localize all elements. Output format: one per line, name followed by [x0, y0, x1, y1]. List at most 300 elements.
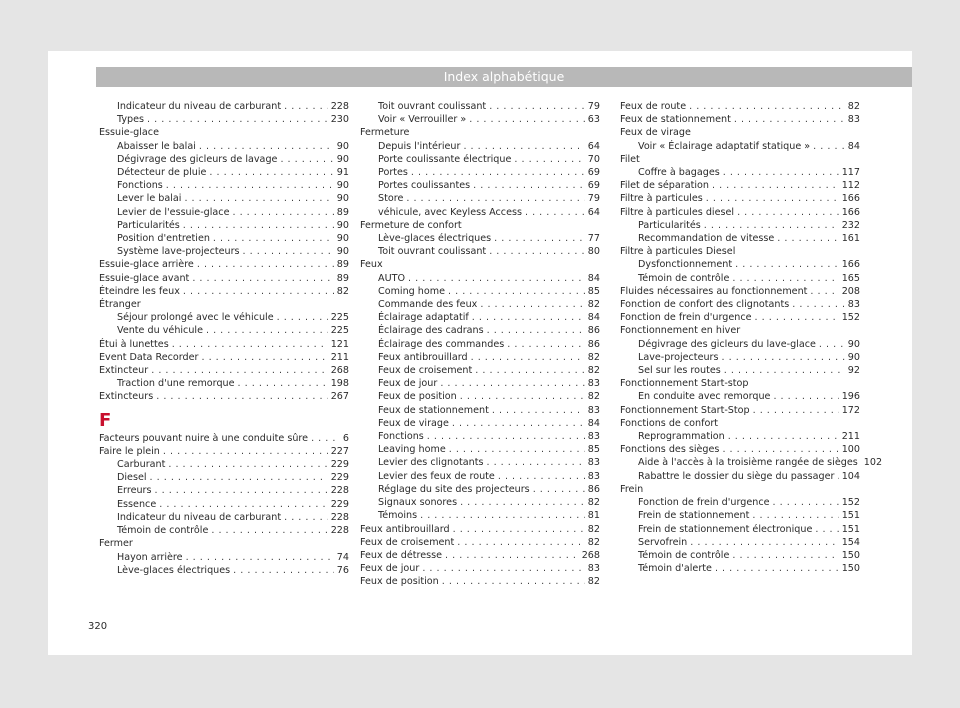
- entry-page-number: 82: [587, 299, 600, 311]
- entry-label: Extincteurs: [99, 391, 154, 403]
- index-entry: [99, 272, 349, 285]
- entry-page-number: 89: [336, 272, 349, 284]
- entry-page-number: 100: [841, 444, 860, 456]
- entry-label: Coming home: [378, 285, 445, 297]
- entry-label: Feux de position: [378, 391, 457, 403]
- entry-page-number: 230: [330, 114, 349, 126]
- index-entry: [620, 377, 860, 390]
- header-title: Index alphabétique: [443, 69, 565, 84]
- entry-label: Hayon arrière: [117, 551, 183, 563]
- entry-label: Portes: [378, 167, 408, 179]
- dot-leader: [284, 100, 328, 113]
- entry-page-number: 84: [587, 312, 600, 324]
- entry-label: Essuie-glace arrière: [99, 259, 194, 271]
- index-subentry: [360, 483, 600, 496]
- entry-page-number: 154: [841, 536, 860, 548]
- entry-label: Signaux sonores: [378, 497, 458, 509]
- dot-leader: [150, 471, 328, 484]
- index-entry: [360, 549, 600, 562]
- dot-leader: [277, 311, 328, 324]
- entry-label: Essuie-glace avant: [99, 272, 190, 284]
- index-subentry: [360, 245, 600, 258]
- index-subentry: [620, 549, 860, 562]
- index-subentry: [360, 166, 600, 179]
- entry-label: Facteurs pouvant nuire à une conduite sûre: [99, 432, 309, 444]
- dot-leader: [151, 364, 327, 377]
- entry-label: Éclairage adaptatif: [378, 312, 469, 324]
- dot-leader: [159, 498, 327, 511]
- dot-leader: [489, 245, 585, 258]
- entry-page-number: 90: [847, 338, 860, 350]
- entry-page-number: 63: [587, 114, 600, 126]
- dot-leader: [752, 509, 838, 522]
- dot-leader: [819, 338, 845, 351]
- dot-leader: [792, 298, 845, 311]
- index-entry: [99, 364, 349, 377]
- index-subentry: [360, 179, 600, 192]
- entry-label: Dysfonctionnement: [638, 259, 733, 271]
- entry-label: Depuis l'intérieur: [378, 140, 461, 152]
- entry-page-number: 83: [587, 563, 600, 575]
- index-entry: [360, 575, 600, 588]
- dot-leader: [184, 192, 333, 205]
- index-entry: [620, 206, 860, 219]
- entry-label: Carburant: [117, 459, 166, 471]
- entry-page-number: 268: [581, 549, 600, 561]
- entry-label: Réglage du site des projecteurs: [378, 483, 530, 495]
- dot-leader: [723, 166, 839, 179]
- entry-label: Fonction de confort des clignotants: [620, 299, 790, 311]
- index-entry: [99, 298, 349, 311]
- dot-leader: [156, 390, 327, 403]
- dot-leader: [815, 523, 838, 536]
- entry-label: Frein de stationnement: [638, 510, 750, 522]
- entry-label: Fonctions: [378, 431, 424, 443]
- index-entry: [620, 153, 860, 166]
- entry-page-number: 166: [841, 193, 860, 205]
- entry-page-number: 83: [587, 470, 600, 482]
- entry-page-number: 225: [330, 312, 349, 324]
- dot-leader: [486, 456, 584, 469]
- entry-page-number: 82: [587, 365, 600, 377]
- entry-page-number: 86: [587, 483, 600, 495]
- index-subentry: [360, 338, 600, 351]
- dot-leader: [209, 166, 333, 179]
- entry-label: Extincteur: [99, 365, 149, 377]
- entry-label: Levier de l'essuie-glace: [117, 206, 230, 218]
- entry-label: Filtre à particules: [620, 193, 703, 205]
- entry-label: Fermeture: [360, 127, 410, 139]
- entry-label: Faire le plein: [99, 445, 160, 457]
- entry-page-number: 267: [330, 391, 349, 403]
- index-subentry: [99, 377, 349, 390]
- entry-label: Dégivrage des gicleurs de lavage: [117, 153, 278, 165]
- entry-page-number: 152: [841, 312, 860, 324]
- index-entry: [620, 483, 860, 496]
- entry-label: Store: [378, 193, 404, 205]
- dot-leader: [238, 377, 328, 390]
- dot-leader: [420, 509, 585, 522]
- entry-label: Essuie-glace: [99, 127, 159, 139]
- entry-label: Séjour prolongé avec le véhicule: [117, 312, 274, 324]
- dot-leader: [689, 100, 845, 113]
- entry-label: Porte coulissante électrique: [378, 153, 512, 165]
- index-subentry: [360, 232, 600, 245]
- dot-leader: [773, 390, 838, 403]
- index-subentry: [620, 232, 860, 245]
- entry-page-number: 228: [330, 511, 349, 523]
- dot-leader: [722, 351, 845, 364]
- dot-leader: [706, 192, 839, 205]
- dot-leader: [440, 377, 584, 390]
- dot-leader: [147, 113, 328, 126]
- entry-page-number: 69: [587, 167, 600, 179]
- entry-label: Fermer: [99, 538, 133, 550]
- index-subentry: [99, 219, 349, 232]
- entry-page-number: 85: [587, 444, 600, 456]
- index-entry: [99, 445, 349, 458]
- dot-leader: [777, 232, 838, 245]
- index-subentry: [360, 390, 600, 403]
- entry-label: Feux de détresse: [360, 549, 443, 561]
- entry-label: Dégivrage des gicleurs du lave-glace: [638, 338, 816, 350]
- index-entry: [99, 338, 349, 351]
- entry-label: Reprogrammation: [638, 431, 725, 443]
- index-entry: [620, 192, 860, 205]
- index-entry: [620, 126, 860, 139]
- entry-label: véhicule, avec Keyless Access: [378, 206, 522, 218]
- entry-page-number: 228: [330, 485, 349, 497]
- entry-label: Voir « Éclairage adaptatif statique »: [638, 140, 811, 152]
- index-subentry: [360, 206, 600, 219]
- index-subentry: [99, 166, 349, 179]
- entry-page-number: 151: [841, 523, 860, 535]
- dot-leader: [233, 564, 334, 577]
- index-entry: [99, 126, 349, 139]
- page-number: 320: [88, 621, 108, 632]
- entry-label: En conduite avec remorque: [638, 391, 771, 403]
- index-subentry: [99, 484, 349, 497]
- entry-label: Types: [117, 114, 145, 126]
- index-subentry: [99, 192, 349, 205]
- index-subentry: [99, 100, 349, 113]
- index-subentry: [99, 524, 349, 537]
- index-subentry: [360, 351, 600, 364]
- dot-leader: [753, 404, 839, 417]
- dot-leader: [507, 338, 585, 351]
- dot-leader: [734, 113, 845, 126]
- index-page: [48, 51, 912, 655]
- entry-page-number: 232: [841, 219, 860, 231]
- entry-label: Feux de croisement: [360, 536, 455, 548]
- dot-leader: [460, 496, 585, 509]
- entry-label: Feux: [360, 259, 383, 271]
- entry-page-number: 229: [330, 472, 349, 484]
- entry-label: Feux de stationnement: [378, 404, 489, 416]
- entry-label: Fonctions de confort: [620, 417, 719, 429]
- entry-label: Feux de jour: [360, 563, 420, 575]
- dot-leader: [442, 575, 585, 588]
- entry-page-number: 90: [336, 193, 349, 205]
- dot-leader: [406, 192, 584, 205]
- dot-leader: [452, 417, 585, 430]
- index-entry: [620, 100, 860, 113]
- dot-leader: [449, 443, 585, 456]
- entry-page-number: 90: [847, 351, 860, 363]
- entry-page-number: 64: [587, 140, 600, 152]
- dot-leader: [773, 496, 839, 509]
- entry-page-number: 211: [330, 351, 349, 363]
- entry-page-number: 208: [841, 285, 860, 297]
- dot-leader: [533, 483, 585, 496]
- dot-leader: [155, 484, 328, 497]
- dot-leader: [715, 562, 839, 575]
- index-column-2: [360, 100, 600, 589]
- index-subentry: [360, 324, 600, 337]
- dot-leader: [810, 285, 838, 298]
- entry-label: Éclairage des cadrans: [378, 325, 484, 337]
- entry-page-number: 82: [587, 497, 600, 509]
- section-letter: F: [99, 409, 112, 431]
- entry-label: Sel sur les routes: [638, 365, 721, 377]
- dot-leader: [453, 523, 585, 536]
- dot-leader: [837, 470, 838, 483]
- index-entry: [99, 258, 349, 271]
- dot-leader: [494, 232, 585, 245]
- index-subentry: [99, 113, 349, 126]
- entry-page-number: 84: [587, 417, 600, 429]
- index-subentry: [360, 364, 600, 377]
- index-entry: [99, 351, 349, 364]
- entry-page-number: 121: [330, 338, 349, 350]
- entry-label: AUTO: [378, 272, 405, 284]
- index-subentry: [620, 166, 860, 179]
- entry-page-number: 152: [841, 497, 860, 509]
- entry-label: Coffre à bagages: [638, 167, 720, 179]
- index-subentry: [620, 456, 883, 469]
- dot-leader: [489, 100, 585, 113]
- dot-leader: [755, 311, 839, 324]
- index-subentry: [99, 498, 349, 511]
- entry-label: Erreurs: [117, 485, 152, 497]
- index-entry: [360, 523, 600, 536]
- index-entry: [620, 404, 860, 417]
- entry-page-number: 77: [587, 233, 600, 245]
- dot-leader: [411, 166, 585, 179]
- entry-page-number: 83: [587, 378, 600, 390]
- entry-page-number: 90: [336, 233, 349, 245]
- entry-label: Fonctionnement Start-Stop: [620, 404, 750, 416]
- index-subentry: [620, 140, 860, 153]
- entry-page-number: 83: [587, 404, 600, 416]
- dot-leader: [211, 524, 327, 537]
- entry-label: Éteindre les feux: [99, 285, 180, 297]
- entry-page-number: 228: [330, 101, 349, 112]
- entry-label: Diesel: [117, 472, 147, 484]
- index-subentry: [360, 404, 600, 417]
- entry-label: Témoin de contrôle: [638, 549, 730, 561]
- dot-leader: [724, 364, 845, 377]
- entry-label: Fonctionnement Start-stop: [620, 378, 749, 390]
- entry-page-number: 196: [841, 391, 860, 403]
- dot-leader: [284, 511, 328, 524]
- entry-label: Abaisser le balai: [117, 140, 196, 152]
- entry-page-number: 91: [336, 167, 349, 179]
- entry-label: Système lave-projecteurs: [117, 246, 240, 258]
- entry-page-number: 268: [330, 365, 349, 377]
- entry-page-number: 89: [336, 259, 349, 271]
- entry-label: Étui à lunettes: [99, 338, 169, 350]
- index-subentry: [620, 470, 860, 483]
- dot-leader: [498, 470, 585, 483]
- index-subentry: [99, 232, 349, 245]
- entry-page-number: 83: [587, 431, 600, 443]
- index-subentry: [99, 511, 349, 524]
- index-subentry: [360, 470, 600, 483]
- dot-leader: [735, 258, 839, 271]
- entry-page-number: 83: [847, 299, 860, 311]
- entry-label: Feux de croisement: [378, 365, 473, 377]
- dot-leader: [457, 536, 585, 549]
- entry-page-number: 166: [841, 259, 860, 271]
- dot-leader: [463, 140, 584, 153]
- entry-label: Feux antibrouillard: [360, 523, 450, 535]
- index-subentry: [99, 551, 349, 564]
- entry-page-number: 90: [336, 153, 349, 165]
- dot-leader: [213, 232, 334, 245]
- index-entry: [360, 258, 600, 271]
- index-subentry: [360, 140, 600, 153]
- index-subentry: [360, 285, 600, 298]
- entry-label: Lève-glaces électriques: [117, 564, 231, 576]
- index-subentry: [360, 430, 600, 443]
- entry-label: Fluides nécessaires au fonctionnement: [620, 285, 808, 297]
- entry-page-number: 81: [587, 510, 600, 522]
- entry-label: Filtre à particules diesel: [620, 206, 735, 218]
- entry-label: Fonctions: [117, 180, 163, 192]
- entry-label: Feux de stationnement: [620, 114, 731, 126]
- entry-page-number: 229: [330, 459, 349, 471]
- entry-page-number: 84: [587, 272, 600, 284]
- index-entry: [620, 311, 860, 324]
- index-subentry: [99, 564, 349, 577]
- index-subentry: [99, 245, 349, 258]
- entry-label: Toit ouvrant coulissant: [378, 246, 487, 258]
- entry-page-number: 92: [847, 365, 860, 377]
- dot-leader: [475, 364, 585, 377]
- entry-label: Voir « Verrouiller »: [378, 114, 467, 126]
- index-entry: [620, 179, 860, 192]
- entry-page-number: 64: [587, 206, 600, 218]
- dot-leader: [163, 445, 328, 458]
- entry-page-number: 172: [841, 404, 860, 416]
- entry-page-number: 82: [587, 523, 600, 535]
- entry-label: Feux de position: [360, 576, 439, 588]
- dot-leader: [201, 351, 327, 364]
- entry-label: Essence: [117, 498, 157, 510]
- index-subentry: [99, 471, 349, 484]
- entry-label: Indicateur du niveau de carburant: [117, 511, 282, 523]
- entry-page-number: 228: [330, 525, 349, 537]
- entry-label: Feux antibrouillard: [378, 351, 468, 363]
- entry-page-number: 86: [587, 325, 600, 337]
- index-subentry: [620, 338, 860, 351]
- dot-leader: [206, 324, 328, 337]
- entry-label: Filet: [620, 153, 640, 165]
- entry-page-number: 74: [336, 551, 349, 563]
- dot-leader: [487, 324, 585, 337]
- index-subentry: [99, 324, 349, 337]
- index-entry: [360, 536, 600, 549]
- entry-page-number: 80: [587, 246, 600, 258]
- dot-leader: [232, 206, 333, 219]
- index-entry: [360, 562, 600, 575]
- dot-leader: [732, 272, 838, 285]
- index-subentry: [360, 113, 600, 126]
- entry-label: Frein de stationnement électronique: [638, 523, 813, 535]
- index-subentry: [360, 298, 600, 311]
- index-subentry: [99, 140, 349, 153]
- entry-label: Frein: [620, 483, 644, 495]
- entry-page-number: 76: [336, 564, 349, 576]
- dot-leader: [471, 351, 585, 364]
- dot-leader: [197, 258, 334, 271]
- entry-page-number: 161: [841, 233, 860, 245]
- index-subentry: [620, 536, 860, 549]
- entry-page-number: 90: [336, 219, 349, 231]
- entry-label: Event Data Recorder: [99, 351, 199, 363]
- entry-label: Feux de route: [620, 101, 687, 112]
- entry-page-number: 86: [587, 338, 600, 350]
- entry-page-number: 211: [841, 431, 860, 443]
- entry-label: Particularités: [117, 219, 180, 231]
- entry-label: Leaving home: [378, 444, 446, 456]
- entry-label: Servofrein: [638, 536, 688, 548]
- index-subentry: [360, 192, 600, 205]
- dot-leader: [172, 338, 328, 351]
- entry-page-number: 82: [587, 351, 600, 363]
- index-subentry: [620, 523, 860, 536]
- index-subentry: [620, 351, 860, 364]
- entry-page-number: 83: [847, 114, 860, 126]
- index-column-3: [620, 100, 883, 575]
- entry-page-number: 84: [847, 140, 860, 152]
- entry-page-number: 83: [587, 457, 600, 469]
- index-entry: [99, 285, 349, 298]
- index-subentry: [360, 377, 600, 390]
- index-entry: [620, 443, 860, 456]
- entry-page-number: 165: [841, 272, 860, 284]
- index-subentry: [620, 272, 860, 285]
- entry-label: Fonctionnement en hiver: [620, 325, 741, 337]
- index-subentry: [360, 456, 600, 469]
- entry-label: Portes coulissantes: [378, 180, 471, 192]
- dot-leader: [732, 549, 838, 562]
- entry-label: Lave-projecteurs: [638, 351, 719, 363]
- index-subentry: [620, 364, 860, 377]
- dot-leader: [408, 272, 585, 285]
- entry-label: Témoins: [378, 510, 418, 522]
- entry-label: Levier des clignotants: [378, 457, 484, 469]
- index-entry: [620, 298, 860, 311]
- index-subentry: [99, 206, 349, 219]
- index-subentry: [620, 258, 860, 271]
- entry-page-number: 82: [587, 576, 600, 588]
- entry-page-number: 227: [330, 445, 349, 457]
- dot-leader: [722, 443, 838, 456]
- index-subentry: [99, 153, 349, 166]
- entry-label: Lève-glaces électriques: [378, 233, 492, 245]
